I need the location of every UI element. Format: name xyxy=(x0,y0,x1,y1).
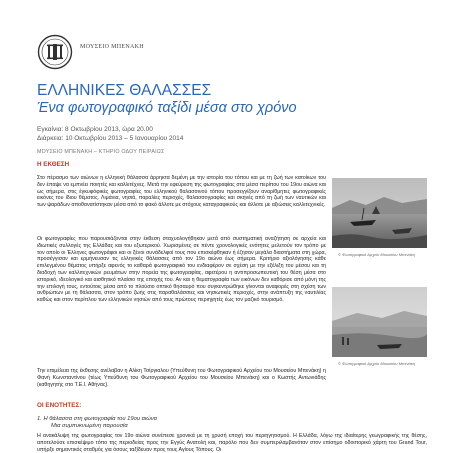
section-heading-units: ΟΙ ΕΝΟΤΗΤΕΣ: xyxy=(37,402,82,409)
paragraph-intro: Στο πέρασμο των αιώνων η ελληνική θάλασσα άρρηκτα δεμένη με την ιστορία του τόπου και με τη ζωή των κατοίκων του δεν έπαψε να εμπνέει ποιητές και καλλιτέχνες. Μετά την εφεύρεση της φωτογραφίας στα μέσα περίπου του 19ου αιώνα και ως σήμερα, στις έγκυφόφικές φωτογραφίες του ελληνικού θαλασσινού τόπου προσεγγίζουν αναρίθμητες φωτογραφικές εικόνες του ίδιου θέματος. Λιμάνια, νησιά, παραλίες περιοχές, θαλασσογραφίες και σκηνές από τη ζωή των ναυτικών και των ψαράδων αποθανατίστηκαν μέσα από το φακό άλλοτε με στόχους καταγραφικούς και άλλοτε με αξιώσεις καλλιτεχνικές. xyxy=(37,175,326,209)
coastline-photo xyxy=(332,287,427,357)
units-list xyxy=(37,416,157,430)
paragraph-selection: Οι φωτογραφίες που παρουσιάζονται στην έκθεση σταχυολογήθηκαν μετά από συστηματική αναζήτηση σε αρχεία και ιδιωτικές συλλογές της Ελλάδας και του εξωτερικού. Χωρισμένες σε πέντε χρονολογικές ενότητες μελετούν τον τρόπο με τον οποίο οι Έλληνες φωτογράφοι και οι ξένοι συνάδελφοί τους που επισκέφθηκαν ή έζησαν μεγάλα διαστήματα στη χώρα, προσέγγισαν και ερμήνευσαν τις ελληνικές θάλασσες από τον 19ο αιώνα έως σήμερα. Κριτήριο αξιολόγησης κάθε επιλεγμένου θέματος υπήρξε αφενός το καθαρά φωτογραφικό του ενδιαφέρον σε σχέση με την εξέλιξη του μέσου και τη διαδοχή των καλλιτεχνικών ρευμάτων στην πορεία της φωτογραφίας, αφετέρου η αντιπροσωπευτική του θέση μέσα στο ιστορικό, ιδεολογικό και αισθητικό πλαίσιο της εποχής του. Αν και η θεματογραφία των εικόνων δεν καθόρισε από μόνη της την επιλογή τους, εντούτοις μέσα από το πλούσιο οπτικό θησαυρό που συγκεντρώθηκε γίνονται αναφορές στη σχέση των ανθρώπων με τη θάλασσα, στον τρόπο ζωής στις παραθαλάσσιες και νησιωτικές περιοχές, στην ανάπτυξη της ναυτιλίας καθώς και στον περίπλου των ελληνικών νησιών από τους πρώτους περιηγητές έως τον μαζικό τουρισμό. xyxy=(37,236,326,304)
venue: ΜΟΥΣΕΙΟ ΜΠΕΝΑΚΗ – ΚΤΗΡΙΟ ΟΔΟΥ ΠΕΙΡΑΙΩΣ xyxy=(37,149,165,155)
photo-caption: © Φωτογραφικό Αρχείο Μουσείου Μπενάκη xyxy=(338,361,415,366)
page-subtitle: Ένα φωτογραφικό ταξίδι μέσα στο χρόνο xyxy=(37,100,297,116)
page-title: ΕΛΛΗΝΙΚΕΣ ΘΑΛΑΣΣΕΣ xyxy=(37,82,212,99)
section-heading-exhibition: Η ΕΚΘΕΣΗ xyxy=(37,161,70,168)
paragraph-unit-1: Η ανακάλυψη της φωτογραφίας τον 19ο αιώνα συνέπεσε χρονικά με τη χρυσή εποχή του περιηγητισμού. Η Ελλάδα, λόγω της ιδιαίτερης γεωγραφικής της θέσης, αποτελούσε επισκέψιμο τόπο της περιοδείας προς την Εγγύς Ανατολή και, παρόλο που δεν συμπεριλαμβανόταν στον επίσημο οδοιπορικό χάρτη του Grand Tour, υπήρξε σημαντικός σταθμός για όσους ταξίδευαν προς τους Αγίους Τόπους. Οι xyxy=(37,433,427,453)
museum-logo-icon xyxy=(37,34,73,70)
photo-caption: © Φωτογραφικό Αρχείο Μουσείου Μπενάκη xyxy=(338,252,415,257)
list-item-subtitle: Μια συμπυκνωμένη παρουσία xyxy=(51,423,128,429)
exhibition-dates xyxy=(37,126,183,143)
harbor-photo xyxy=(332,178,427,248)
logo-text: ΜΟΥΣΕΙΟ ΜΠΕΝΑΚΗ xyxy=(80,44,144,50)
list-item: 1. Η θάλασσα στη φωτογραφία του 19ου αιώνα xyxy=(37,416,157,422)
opening-date: Εγκαίνια: 8 Οκτωβρίου 2013, ώρα 20.00 xyxy=(37,126,153,133)
paragraph-curators: Την επιμέλεια της έκθεσης ανέλαβαν η Αλίκη Τσίργιαλου (Υπεύθυνη του Φωτογραφικού Αρχείου του Μουσείου Μπενάκη) η Φανή Κωνσταντίνου (τέως Υπεύθυνη του Φωτογραφικού Αρχείου του Μουσείου Μπενάκη) και ο Κωστής Αντωνιάδης (καθηγητής στο Τ.Ε.Ι. Αθήνας). xyxy=(37,368,326,388)
duration-dates: Διάρκεια: 10 Οκτωβρίου 2013 – 5 Ιανουαρίου 2014 xyxy=(37,134,184,142)
